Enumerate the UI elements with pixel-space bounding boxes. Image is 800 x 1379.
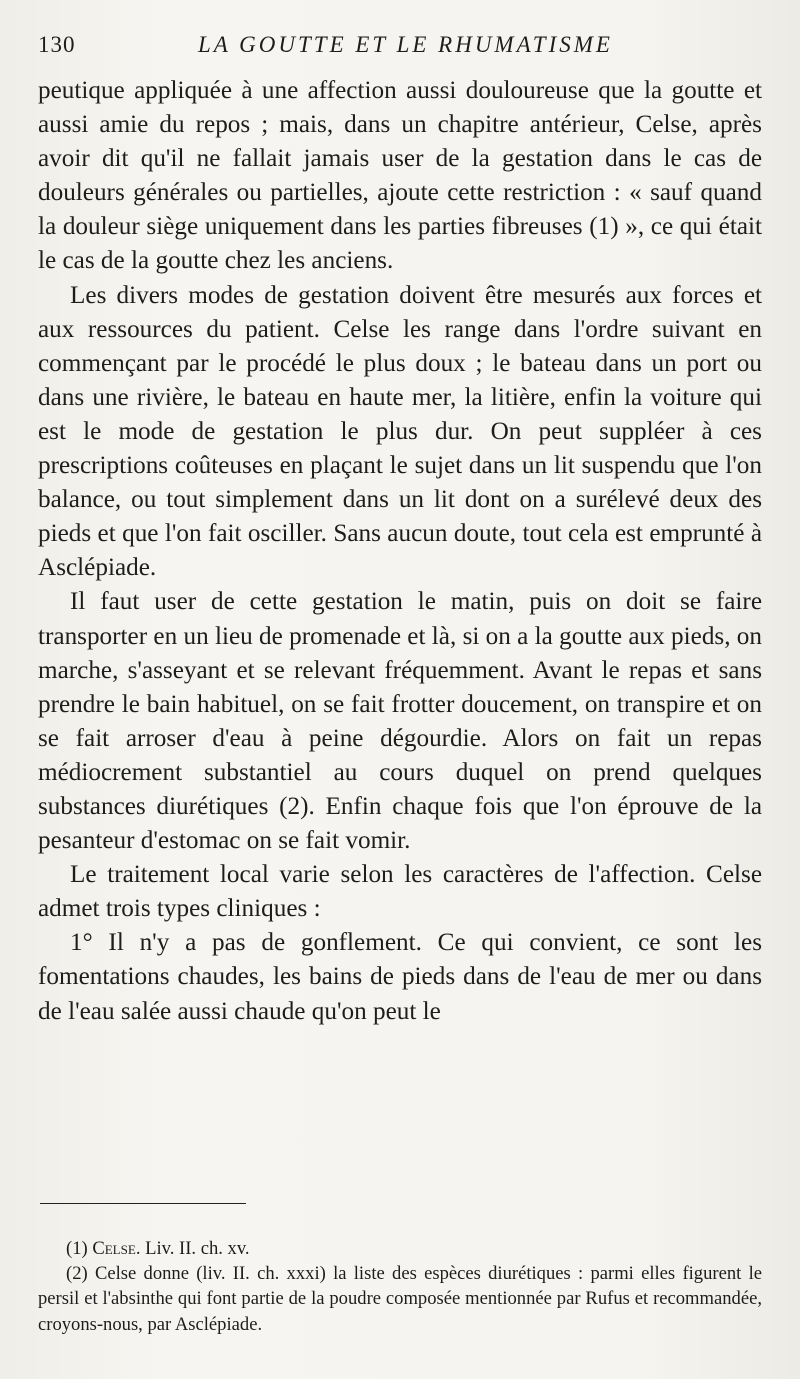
paragraph-morning-routine: Il faut user de cette gestation le matin, puis on doit se faire transporter en un lieu de promenade et là, si on a la goutte aux pieds, on marche, s'asseyant et se relevant fréquemment. Avant le repas et sans prendre le bain habituel, on se fait frotter doucement, on transpire et on se fait arroser d'eau à peine dégourdie. Alors on fait un repas médiocrement substantiel au cours duquel on prend quelques substances diurétiques (2). Enfin chaque fois que l'on éprouve de la pesanteur d'estomac on se fait vomir.: [38, 588, 762, 855]
page-header: [38, 30, 760, 66]
paragraph-continuation: peutique appliquée à une affection aussi douloureuse que la goutte et aussi amie du repos ; mais, dans un chapitre antérieur, Celse, après avoir dit qu'il ne fallait jamais user de la gestation dans le cas de douleurs générales ou partielles, ajoute cette restriction : « sauf quand la douleur siège uniquement dans les parties fibreuses (1) », ce qui était le cas de la goutte chez les anciens.: [38, 77, 762, 275]
body-text: [38, 74, 762, 1029]
page-number: 130: [38, 32, 76, 57]
paragraph-clinical-type-1: 1° Il n'y a pas de gonflement. Ce qui convient, ce sont les fomentations chaudes, les bains de pieds dans de l'eau de mer ou dans de l'eau salée aussi chaude qu'on peut le: [38, 929, 762, 1025]
paragraph-gestation-modes: Les divers modes de gestation doivent être mesurés aux forces et aux ressources du patient. Celse les range dans l'ordre suivant en commençant par le procédé le plus doux ; le bateau dans un port ou dans une rivière, le bateau en haute mer, la litière, enfin la voiture qui est le mode de gestation le plus dur. On peut suppléer à ces prescriptions coûteuses en plaçant le sujet dans un lit suspendu que l'on balance, ou tout simplement dans un lit dont on a surélevé deux des pieds et que l'on fait osciller. Sans aucun doute, tout cela est emprunté à Asclépiade.: [38, 281, 762, 582]
footnote-1-reference: . Liv. II. ch. xv.: [135, 1238, 250, 1259]
footnote-1: [38, 1236, 762, 1261]
paragraph-local-treatment: Le traitement local varie selon les caractères de l'affection. Celse admet trois types cliniques :: [38, 861, 762, 923]
footnotes: [38, 1236, 762, 1337]
footnote-1-marker: (1): [66, 1238, 88, 1259]
running-title: LA GOUTTE ET LE RHUMATISME: [198, 32, 613, 57]
footnote-divider: [40, 1203, 246, 1204]
footnote-2: (2) Celse donne (liv. II. ch. xxxi) la liste des espèces diurétiques : parmi elles figurent le persil et l'absinthe qui font partie de la poudre composée mentionnée par Rufus et recommandée, croyons-nous, par Asclépiade.: [38, 1263, 762, 1335]
footnote-1-author: Celse: [92, 1238, 136, 1259]
